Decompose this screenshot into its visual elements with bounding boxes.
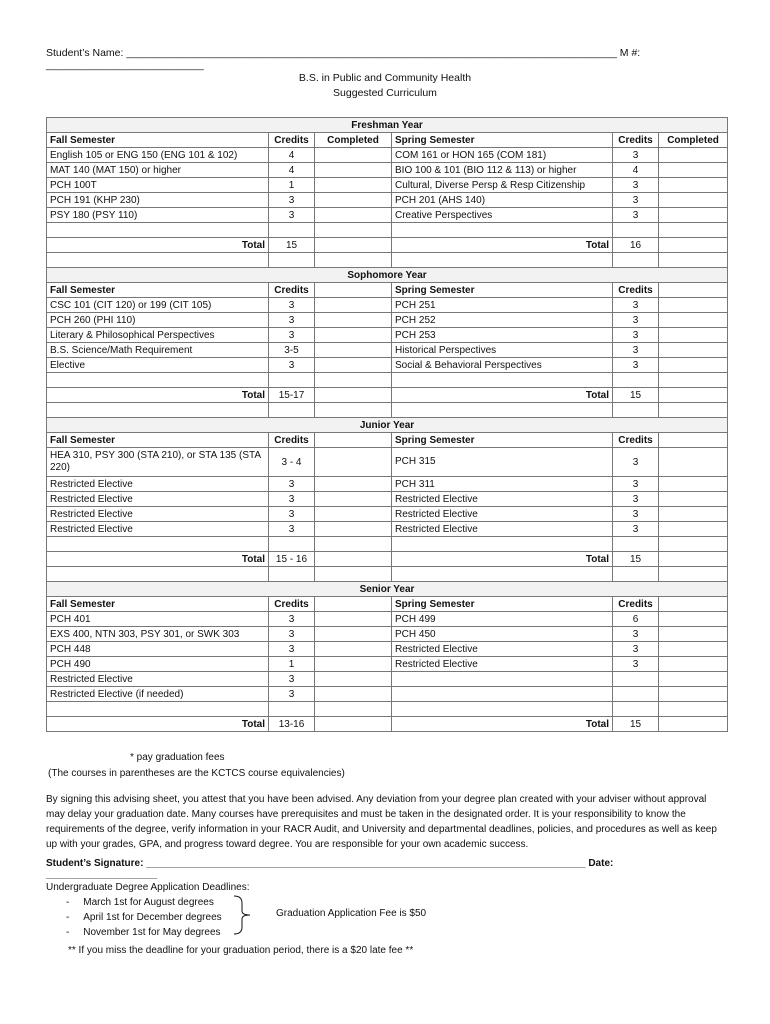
course-credits: 3 bbox=[613, 522, 659, 537]
course-name: Restricted Elective (if needed) bbox=[47, 687, 269, 702]
completed-cell bbox=[315, 717, 392, 732]
blank-cell bbox=[392, 702, 613, 717]
late-fee-note: ** If you miss the deadline for your graduation period, there is a $20 late fee ** bbox=[68, 945, 414, 956]
course-credits: 3 - 4 bbox=[269, 448, 315, 477]
year-heading: Senior Year bbox=[47, 582, 728, 597]
course-credits: 6 bbox=[613, 612, 659, 627]
blank-cell bbox=[269, 702, 315, 717]
table-row bbox=[47, 687, 728, 702]
deadlines-block bbox=[46, 880, 249, 940]
course-credits: 3 bbox=[613, 507, 659, 522]
blank-cell bbox=[613, 702, 659, 717]
completed-cell bbox=[659, 148, 728, 163]
course-credits: 3 bbox=[269, 208, 315, 223]
course-name: PCH 260 (PHI 110) bbox=[47, 313, 269, 328]
course-credits: 3 bbox=[613, 193, 659, 208]
total-label: Total bbox=[47, 552, 269, 567]
credits-header: Credits bbox=[269, 283, 315, 298]
completed-cell bbox=[315, 358, 392, 373]
completed-cell bbox=[315, 208, 392, 223]
table-row bbox=[47, 507, 728, 522]
credits-header: Credits bbox=[269, 433, 315, 448]
credits-header: Credits bbox=[613, 597, 659, 612]
course-name: HEA 310, PSY 300 (STA 210), or STA 135 (STA 220) bbox=[47, 448, 269, 477]
completed-cell bbox=[315, 477, 392, 492]
course-credits: 3 bbox=[613, 313, 659, 328]
table-row bbox=[47, 193, 728, 208]
blank-cell bbox=[269, 253, 315, 268]
course-credits: 3 bbox=[613, 358, 659, 373]
blank-cell bbox=[47, 403, 269, 418]
course-credits: 3 bbox=[613, 343, 659, 358]
blank-cell bbox=[613, 403, 659, 418]
completed-cell bbox=[315, 328, 392, 343]
course-credits: 3 bbox=[613, 148, 659, 163]
completed-cell bbox=[659, 208, 728, 223]
completed-cell bbox=[659, 313, 728, 328]
table-row bbox=[47, 268, 728, 283]
blank-cell bbox=[392, 537, 613, 552]
course-name: PCH 311 bbox=[392, 477, 613, 492]
blank-cell bbox=[269, 567, 315, 582]
credits-header: Credits bbox=[613, 133, 659, 148]
course-name: Restricted Elective bbox=[392, 522, 613, 537]
deadline-item: - March 1st for August degrees bbox=[66, 897, 214, 908]
fall-semester-label: Fall Semester bbox=[47, 283, 269, 298]
course-name: EXS 400, NTN 303, PSY 301, or SWK 303 bbox=[47, 627, 269, 642]
blank-cell bbox=[613, 223, 659, 238]
blank-cell bbox=[659, 373, 728, 388]
completed-header: Completed bbox=[315, 133, 392, 148]
spring-total: 15 bbox=[613, 552, 659, 567]
table-row bbox=[47, 373, 728, 388]
completed-cell bbox=[659, 717, 728, 732]
table-row bbox=[47, 702, 728, 717]
completed-cell bbox=[315, 313, 392, 328]
course-name: PCH 401 bbox=[47, 612, 269, 627]
completed-cell bbox=[315, 343, 392, 358]
completed-cell bbox=[659, 672, 728, 687]
graduation-fee-note: * pay graduation fees bbox=[130, 752, 225, 763]
blank-cell bbox=[613, 567, 659, 582]
course-name: English 105 or ENG 150 (ENG 101 & 102) bbox=[47, 148, 269, 163]
program-title: B.S. in Public and Community Health bbox=[298, 72, 472, 84]
completed-cell bbox=[315, 148, 392, 163]
total-label: Total bbox=[392, 388, 613, 403]
brace-icon bbox=[232, 895, 252, 935]
course-name: CSC 101 (CIT 120) or 199 (CIT 105) bbox=[47, 298, 269, 313]
completed-cell bbox=[315, 193, 392, 208]
spring-semester-label: Spring Semester bbox=[392, 133, 613, 148]
course-credits: 3 bbox=[269, 642, 315, 657]
total-label: Total bbox=[392, 552, 613, 567]
blank-cell bbox=[315, 373, 392, 388]
blank-cell bbox=[47, 253, 269, 268]
completed-header bbox=[659, 433, 728, 448]
blank-cell bbox=[315, 253, 392, 268]
course-credits: 3 bbox=[613, 477, 659, 492]
application-fee: Graduation Application Fee is $50 bbox=[276, 908, 427, 919]
course-credits: 3 bbox=[613, 657, 659, 672]
table-row bbox=[47, 492, 728, 507]
total-label: Total bbox=[392, 717, 613, 732]
course-name: MAT 140 (MAT 150) or higher bbox=[47, 163, 269, 178]
blank-cell bbox=[315, 567, 392, 582]
course-name: PCH 251 bbox=[392, 298, 613, 313]
program-subtitle: Suggested Curriculum bbox=[333, 87, 437, 99]
kctcs-note: (The courses in parentheses are the KCTCS course equivalencies) bbox=[48, 768, 345, 779]
course-name: PCH 252 bbox=[392, 313, 613, 328]
completed-cell bbox=[659, 163, 728, 178]
total-label: Total bbox=[47, 717, 269, 732]
course-name: PCH 191 (KHP 230) bbox=[47, 193, 269, 208]
blank-cell bbox=[659, 403, 728, 418]
blank-cell bbox=[315, 403, 392, 418]
blank-cell bbox=[269, 403, 315, 418]
course-credits: 3 bbox=[269, 492, 315, 507]
spring-semester-label: Spring Semester bbox=[392, 597, 613, 612]
course-name: Restricted Elective bbox=[47, 477, 269, 492]
completed-cell bbox=[659, 358, 728, 373]
completed-cell bbox=[659, 552, 728, 567]
table-row bbox=[47, 283, 728, 298]
blank-cell bbox=[659, 253, 728, 268]
table-row bbox=[47, 358, 728, 373]
table-row bbox=[47, 582, 728, 597]
completed-cell bbox=[659, 612, 728, 627]
completed-cell bbox=[315, 687, 392, 702]
table-row bbox=[47, 522, 728, 537]
table-row bbox=[47, 717, 728, 732]
course-name: PCH 450 bbox=[392, 627, 613, 642]
course-credits: 4 bbox=[613, 163, 659, 178]
table-row bbox=[47, 388, 728, 403]
completed-cell bbox=[315, 492, 392, 507]
table-row bbox=[47, 133, 728, 148]
blank-cell bbox=[315, 537, 392, 552]
table-row bbox=[47, 642, 728, 657]
blank-cell bbox=[659, 702, 728, 717]
table-row bbox=[47, 298, 728, 313]
fall-semester-label: Fall Semester bbox=[47, 133, 269, 148]
table-row bbox=[47, 672, 728, 687]
course-name: Restricted Elective bbox=[392, 507, 613, 522]
year-heading: Junior Year bbox=[47, 418, 728, 433]
course-credits bbox=[613, 672, 659, 687]
blank-cell bbox=[659, 223, 728, 238]
blank-cell bbox=[613, 373, 659, 388]
table-row bbox=[47, 328, 728, 343]
total-label: Total bbox=[47, 388, 269, 403]
course-name: Restricted Elective bbox=[47, 522, 269, 537]
table-row bbox=[47, 627, 728, 642]
course-name: PSY 180 (PSY 110) bbox=[47, 208, 269, 223]
blank-cell bbox=[269, 223, 315, 238]
course-credits: 3 bbox=[269, 313, 315, 328]
course-credits: 3 bbox=[613, 298, 659, 313]
course-name: Creative Perspectives bbox=[392, 208, 613, 223]
course-name: Historical Perspectives bbox=[392, 343, 613, 358]
course-credits: 1 bbox=[269, 657, 315, 672]
table-row bbox=[47, 403, 728, 418]
completed-cell bbox=[659, 193, 728, 208]
course-name: Elective bbox=[47, 358, 269, 373]
completed-cell bbox=[315, 522, 392, 537]
course-name: Literary & Philosophical Perspectives bbox=[47, 328, 269, 343]
course-credits: 3-5 bbox=[269, 343, 315, 358]
completed-cell bbox=[659, 627, 728, 642]
table-row bbox=[47, 552, 728, 567]
completed-cell bbox=[659, 388, 728, 403]
completed-cell bbox=[659, 328, 728, 343]
course-credits: 3 bbox=[613, 492, 659, 507]
blank-cell bbox=[659, 567, 728, 582]
course-name: PCH 490 bbox=[47, 657, 269, 672]
blank-cell bbox=[47, 537, 269, 552]
table-row bbox=[47, 433, 728, 448]
blank-cell bbox=[392, 567, 613, 582]
blank-cell bbox=[613, 253, 659, 268]
course-credits: 3 bbox=[269, 522, 315, 537]
course-name: Restricted Elective bbox=[392, 492, 613, 507]
completed-cell bbox=[659, 448, 728, 477]
course-name: Social & Behavioral Perspectives bbox=[392, 358, 613, 373]
spring-semester-label: Spring Semester bbox=[392, 433, 613, 448]
table-row bbox=[47, 253, 728, 268]
fall-total: 15 - 16 bbox=[269, 552, 315, 567]
course-credits: 3 bbox=[269, 687, 315, 702]
course-credits: 3 bbox=[613, 328, 659, 343]
course-credits: 3 bbox=[613, 448, 659, 477]
year-heading: Sophomore Year bbox=[47, 268, 728, 283]
total-label: Total bbox=[392, 238, 613, 253]
course-name: COM 161 or HON 165 (COM 181) bbox=[392, 148, 613, 163]
course-name: PCH 448 bbox=[47, 642, 269, 657]
blank-cell bbox=[392, 403, 613, 418]
fall-total: 15 bbox=[269, 238, 315, 253]
blank-cell bbox=[392, 253, 613, 268]
blank-cell bbox=[315, 223, 392, 238]
table-row bbox=[47, 178, 728, 193]
blank-cell bbox=[47, 223, 269, 238]
credits-header: Credits bbox=[613, 283, 659, 298]
blank-cell bbox=[659, 537, 728, 552]
table-row bbox=[47, 238, 728, 253]
course-name: Restricted Elective bbox=[47, 492, 269, 507]
course-credits: 3 bbox=[269, 627, 315, 642]
blank-cell bbox=[392, 223, 613, 238]
table-row bbox=[47, 537, 728, 552]
fall-total: 13-16 bbox=[269, 717, 315, 732]
signature-line: Student’s Signature: _______________________________________________________________________________ Date: ____________________ bbox=[46, 858, 614, 880]
table-row bbox=[47, 313, 728, 328]
year-heading: Freshman Year bbox=[47, 118, 728, 133]
course-credits: 3 bbox=[613, 627, 659, 642]
spring-semester-label: Spring Semester bbox=[392, 283, 613, 298]
completed-cell bbox=[315, 388, 392, 403]
course-credits: 3 bbox=[269, 612, 315, 627]
course-name: Cultural, Diverse Persp & Resp Citizenship bbox=[392, 178, 613, 193]
blank-cell bbox=[269, 537, 315, 552]
student-name-line: Student’s Name: ____________________________________________________________________________________ M #: ___________________________ bbox=[46, 47, 641, 71]
course-name: Restricted Elective bbox=[392, 642, 613, 657]
curriculum-table bbox=[46, 117, 728, 732]
credits-header: Credits bbox=[613, 433, 659, 448]
completed-cell bbox=[315, 238, 392, 253]
advising-statement: By signing this advising sheet, you attest that you have been advised. Any deviation from your degree plan created with your adviser without approval may delay your graduation date. Many courses have prerequisites and must be taken in the designated order. It is your responsibility to know the requirements of the degree, verify information in your RACR Audit, and University and departmental deadlines, policies, and procedures as well as keep up with your grades, GPA, and progress toward degree. You are responsible for your own academic success. bbox=[46, 794, 717, 850]
completed-cell bbox=[659, 343, 728, 358]
blank-cell bbox=[269, 373, 315, 388]
table-row bbox=[47, 448, 728, 477]
deadline-item: - November 1st for May degrees bbox=[66, 927, 221, 938]
course-credits: 3 bbox=[269, 193, 315, 208]
completed-cell bbox=[315, 507, 392, 522]
completed-cell bbox=[659, 507, 728, 522]
completed-cell bbox=[315, 178, 392, 193]
completed-cell bbox=[659, 178, 728, 193]
completed-cell bbox=[659, 477, 728, 492]
course-name: PCH 253 bbox=[392, 328, 613, 343]
spring-total: 16 bbox=[613, 238, 659, 253]
completed-cell bbox=[315, 448, 392, 477]
completed-cell bbox=[315, 298, 392, 313]
table-row bbox=[47, 567, 728, 582]
fall-total: 15-17 bbox=[269, 388, 315, 403]
completed-cell bbox=[315, 642, 392, 657]
blank-cell bbox=[47, 567, 269, 582]
course-name: Restricted Elective bbox=[392, 657, 613, 672]
fall-semester-label: Fall Semester bbox=[47, 433, 269, 448]
course-name: B.S. Science/Math Requirement bbox=[47, 343, 269, 358]
course-name: Restricted Elective bbox=[47, 672, 269, 687]
credits-header: Credits bbox=[269, 597, 315, 612]
table-row bbox=[47, 208, 728, 223]
completed-cell bbox=[659, 298, 728, 313]
completed-cell bbox=[315, 627, 392, 642]
course-name bbox=[392, 672, 613, 687]
table-row bbox=[47, 612, 728, 627]
total-label: Total bbox=[47, 238, 269, 253]
credits-header: Credits bbox=[269, 133, 315, 148]
blank-cell bbox=[613, 537, 659, 552]
course-name: PCH 315 bbox=[392, 448, 613, 477]
course-credits: 3 bbox=[269, 328, 315, 343]
completed-cell bbox=[659, 238, 728, 253]
course-credits: 3 bbox=[269, 672, 315, 687]
course-name: BIO 100 & 101 (BIO 112 & 113) or higher bbox=[392, 163, 613, 178]
course-credits: 3 bbox=[613, 642, 659, 657]
blank-cell bbox=[392, 373, 613, 388]
course-name: PCH 201 (AHS 140) bbox=[392, 193, 613, 208]
course-name: Restricted Elective bbox=[47, 507, 269, 522]
completed-header: Completed bbox=[659, 133, 728, 148]
course-credits: 3 bbox=[269, 358, 315, 373]
completed-cell bbox=[315, 612, 392, 627]
table-row bbox=[47, 118, 728, 133]
blank-cell bbox=[47, 373, 269, 388]
completed-header bbox=[315, 433, 392, 448]
table-row bbox=[47, 163, 728, 178]
course-credits: 1 bbox=[269, 178, 315, 193]
completed-header bbox=[659, 597, 728, 612]
spring-total: 15 bbox=[613, 388, 659, 403]
course-name: PCH 100T bbox=[47, 178, 269, 193]
table-row bbox=[47, 223, 728, 238]
completed-cell bbox=[315, 672, 392, 687]
table-row bbox=[47, 148, 728, 163]
spring-total: 15 bbox=[613, 717, 659, 732]
completed-cell bbox=[315, 657, 392, 672]
course-credits: 4 bbox=[269, 163, 315, 178]
table-row bbox=[47, 343, 728, 358]
table-row bbox=[47, 418, 728, 433]
table-row bbox=[47, 657, 728, 672]
table-row bbox=[47, 477, 728, 492]
deadlines-title: Undergraduate Degree Application Deadlines: bbox=[46, 882, 250, 893]
course-name: PCH 499 bbox=[392, 612, 613, 627]
completed-cell bbox=[659, 642, 728, 657]
blank-cell bbox=[47, 702, 269, 717]
course-name bbox=[392, 687, 613, 702]
completed-cell bbox=[315, 552, 392, 567]
course-credits: 3 bbox=[269, 507, 315, 522]
course-credits bbox=[613, 687, 659, 702]
course-credits: 4 bbox=[269, 148, 315, 163]
completed-header bbox=[315, 283, 392, 298]
fall-semester-label: Fall Semester bbox=[47, 597, 269, 612]
course-credits: 3 bbox=[613, 178, 659, 193]
course-credits: 3 bbox=[269, 298, 315, 313]
course-credits: 3 bbox=[613, 208, 659, 223]
completed-cell bbox=[659, 522, 728, 537]
completed-cell bbox=[659, 687, 728, 702]
table-row bbox=[47, 597, 728, 612]
course-credits: 3 bbox=[269, 477, 315, 492]
completed-header bbox=[659, 283, 728, 298]
completed-header bbox=[315, 597, 392, 612]
completed-cell bbox=[659, 657, 728, 672]
deadline-item: - April 1st for December degrees bbox=[66, 912, 222, 923]
completed-cell bbox=[659, 492, 728, 507]
completed-cell bbox=[315, 163, 392, 178]
blank-cell bbox=[315, 702, 392, 717]
